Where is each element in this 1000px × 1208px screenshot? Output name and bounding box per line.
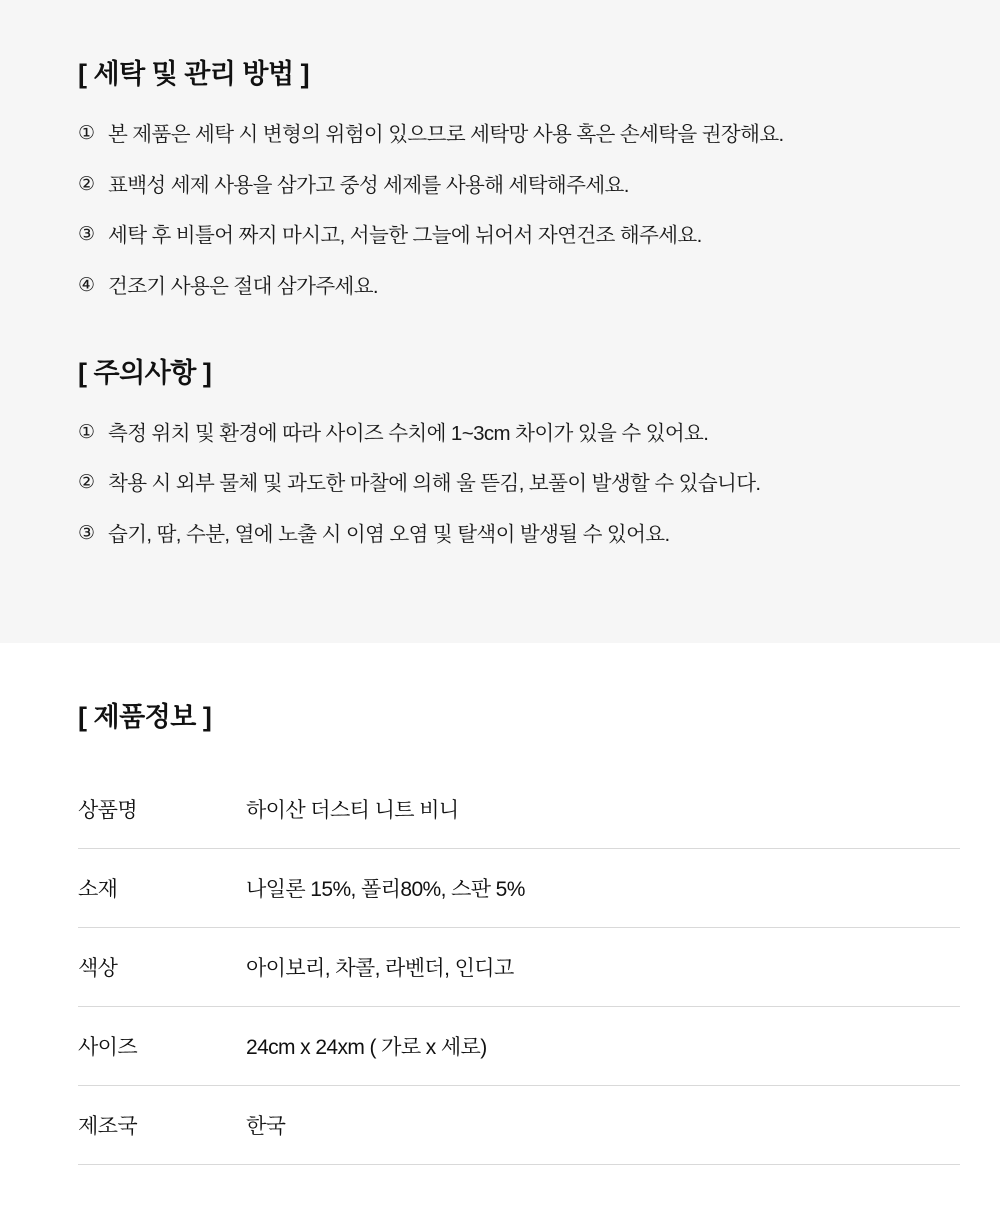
caution-list xyxy=(78,420,940,549)
list-item xyxy=(78,121,940,149)
spec-label: 소재 xyxy=(78,878,118,901)
list-marker: ② xyxy=(78,173,95,195)
list-item xyxy=(78,521,940,549)
table-row xyxy=(78,849,960,928)
product-info-title: [ 제품정보 ] xyxy=(78,702,212,732)
list-item xyxy=(78,172,940,200)
list-item-text: 건조기 사용은 절대 삼가주세요. xyxy=(108,275,379,299)
section-spacer xyxy=(78,301,940,351)
spec-label: 사이즈 xyxy=(78,1036,138,1059)
spec-value: 한국 xyxy=(246,1115,286,1138)
list-item-text: 세탁 후 비틀어 짜지 마시고, 서늘한 그늘에 뉘어서 자연건조 해주세요. xyxy=(108,224,702,248)
caution-section-title: [ 주의사항 ] xyxy=(78,357,212,388)
spec-value: 아이보리, 차콜, 라벤더, 인디고 xyxy=(246,957,514,980)
product-spec-table xyxy=(78,770,960,1165)
spec-value: 하이산 더스티 니트 비니 xyxy=(246,799,459,822)
list-item xyxy=(78,470,940,498)
list-item xyxy=(78,222,940,250)
list-marker: ② xyxy=(78,472,95,494)
care-instruction-list xyxy=(78,121,940,301)
list-marker: ④ xyxy=(78,275,95,297)
product-info-section xyxy=(0,643,1000,1165)
list-item-text: 본 제품은 세탁 시 변형의 위험이 있으므로 세탁망 사용 혹은 손세탁을 권장해요. xyxy=(108,123,784,146)
list-marker: ① xyxy=(78,123,95,144)
spec-value: 나일론 15%, 폴리80%, 스판 5% xyxy=(246,878,525,901)
list-marker: ③ xyxy=(78,523,95,545)
spec-label: 색상 xyxy=(78,957,118,980)
spec-label: 제조국 xyxy=(78,1115,138,1138)
care-section-title: [ 세탁 및 관리 방법 ] xyxy=(78,59,310,89)
list-item-text: 표백성 세제 사용을 삼가고 중성 세제를 사용해 세탁해주세요. xyxy=(108,173,629,197)
list-item-text: 착용 시 외부 물체 및 과도한 마찰에 의해 울 뜯김, 보풀이 발생할 수 있습니다. xyxy=(108,472,761,496)
list-item xyxy=(78,273,940,301)
list-item-text: 습기, 땀, 수분, 열에 노출 시 이염 오염 및 탈색이 발생될 수 있어요. xyxy=(108,523,670,547)
spec-value: 24cm x 24xm ( 가로 x 세로) xyxy=(246,1036,487,1059)
table-row xyxy=(78,770,960,849)
spec-label: 상품명 xyxy=(78,799,138,822)
table-row xyxy=(78,1086,960,1165)
list-item-text: 측정 위치 및 환경에 따라 사이즈 수치에 1~3cm 차이가 있을 수 있어요. xyxy=(108,421,709,445)
list-marker: ① xyxy=(78,421,95,443)
table-row xyxy=(78,928,960,1007)
list-item xyxy=(78,420,940,448)
table-row xyxy=(78,1007,960,1086)
list-marker: ③ xyxy=(78,224,95,246)
